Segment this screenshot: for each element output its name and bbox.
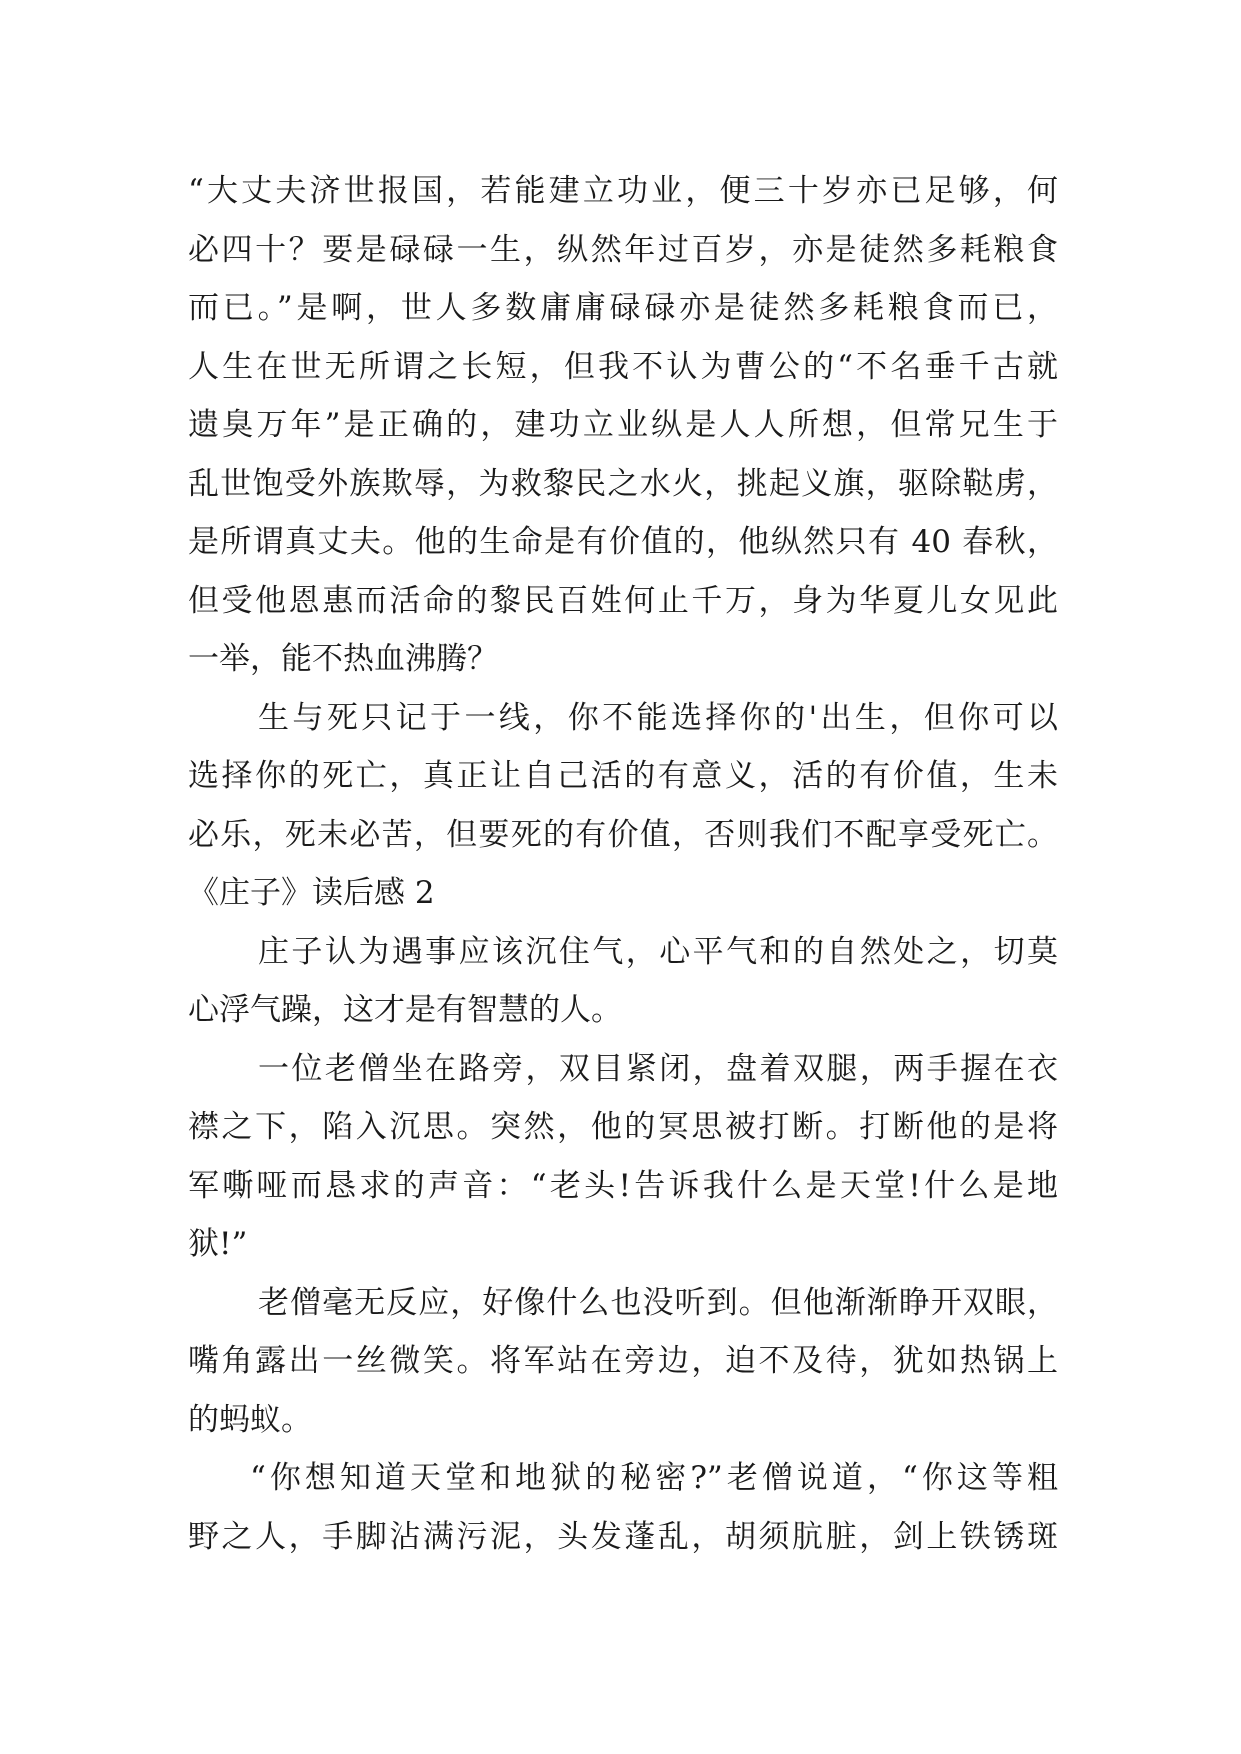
text-line: 嘴角露出一丝微笑。将军站在旁边，迫不及待，犹如热锅上: [188, 1343, 1058, 1379]
paragraph-heaven-hell-secret: [188, 1449, 1058, 1566]
text-line: “你想知道天堂和地狱的秘密?”老僧说道，“你这等粗: [250, 1460, 1058, 1496]
text-line: 必四十？要是碌碌一生，纵然年过百岁，亦是徒然多耗粮食: [188, 231, 1058, 268]
text-line: “大丈夫济世报国，若能建立功业，便三十岁亦已足够，何: [188, 173, 1058, 209]
heading-text: 《庄子》读后感 2: [188, 875, 435, 911]
text-line: 军嘶哑而恳求的声音：“老头!告诉我什么是天堂!什么是地: [188, 1167, 1058, 1204]
text-line: 狱!”: [188, 1226, 248, 1262]
text-line: 人生在世无所谓之长短，但我不认为曹公的“不名垂千古就: [188, 348, 1058, 385]
text-line: 是所谓真丈夫。他的生命是有价值的，他纵然只有 40 春秋，: [188, 524, 1058, 560]
text-line: 生与死只记于一线，你不能选择你的'出生，但你可以: [258, 699, 1058, 736]
paragraph-caocao-reflection: [188, 162, 1058, 689]
text-line: 但受他恩惠而活命的黎民百姓何止千万，身为华夏儿女见此: [188, 582, 1058, 619]
text-line: 老僧毫无反应，好像什么也没听到。但他渐渐睁开双眼，: [258, 1284, 1058, 1321]
paragraph-monk-smile: [188, 1274, 1058, 1450]
document-page: [188, 162, 1058, 1566]
text-line: 一举，能不热血沸腾？: [188, 641, 498, 677]
text-line: 的蚂蚁。: [188, 1401, 312, 1438]
section-heading: [188, 864, 1058, 923]
text-line: 襟之下，陷入沉思。突然，他的冥思被打断。打断他的是将: [188, 1109, 1058, 1145]
text-line: 必乐，死未必苦，但要死的有价值，否则我们不配享受死亡。: [188, 816, 1058, 853]
paragraph-life-and-death: [188, 689, 1058, 865]
text-line: 一位老僧坐在路旁，双目紧闭，盘着双腿，两手握在衣: [258, 1050, 1058, 1087]
text-line: 乱世饱受外族欺辱，为救黎民之水火，挑起义旗，驱除鞑虏，: [188, 465, 1058, 502]
text-line: 心浮气躁，这才是有智慧的人。: [188, 992, 622, 1028]
paragraph-old-monk: [188, 1040, 1058, 1274]
text-line: 庄子认为遇事应该沉住气，心平气和的自然处之，切莫: [258, 933, 1058, 970]
text-line: 选择你的死亡，真正让自己活的有意义，活的有价值，生未: [188, 758, 1058, 794]
paragraph-zhuangzi-calm: [188, 923, 1058, 1040]
text-line: 野之人，手脚沾满污泥，头发蓬乱，胡须肮脏，剑上铁锈斑: [188, 1518, 1058, 1555]
text-line: 而已。”是啊，世人多数庸庸碌碌亦是徒然多耗粮食而已，: [188, 290, 1058, 326]
text-line: 遗臭万年”是正确的，建功立业纵是人人所想，但常兄生于: [188, 407, 1058, 443]
